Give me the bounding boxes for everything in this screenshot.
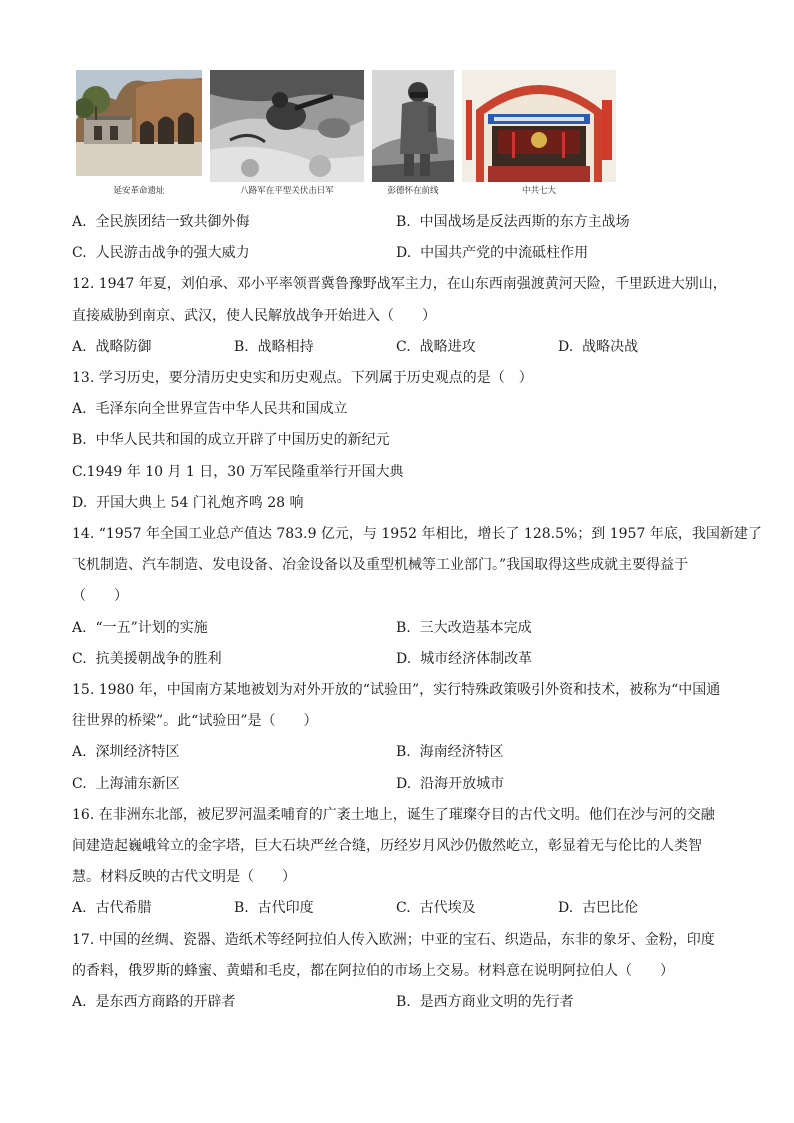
q16-option-d[interactable] — [558, 898, 638, 918]
photo-caption: 中共七大 — [521, 186, 556, 196]
q16-stem-line-3: 慧。材料反映的古代文明是（ ） — [72, 869, 296, 885]
option-text: 海南经济特区 — [419, 744, 504, 760]
option-text: 中国战场是反法西斯的东方主战场 — [419, 214, 630, 230]
option-text: 沿海开放城市 — [420, 776, 505, 792]
q13-option-c[interactable] — [72, 462, 404, 482]
q13-stem-line-1: 13. 学习历史，要分清历史史实和历史观点。下列属于历史观点的是（ ） — [72, 370, 533, 386]
option-letter: D. — [396, 245, 412, 261]
option-letter: A. — [72, 994, 87, 1010]
q12-option-a[interactable] — [72, 337, 151, 357]
option-text: 战略决战 — [582, 339, 639, 355]
photo-strip — [76, 70, 616, 196]
option-text: 古代希腊 — [95, 900, 152, 916]
option-text: 古代印度 — [257, 900, 314, 916]
option-letter: C. — [72, 651, 87, 667]
q14-stem-line-3: （ ） — [72, 588, 128, 604]
q15-stem-line-2: 往世界的桥梁”。此“试验田”是（ ） — [72, 713, 318, 729]
option-letter: C. — [72, 245, 87, 261]
option-letter: B. — [396, 744, 411, 760]
q17-option-b[interactable] — [396, 992, 574, 1012]
q13-option-b[interactable] — [72, 430, 390, 450]
peng-dehuai-binoculars-photo — [372, 70, 454, 182]
option-letter: C. — [72, 776, 87, 792]
q12-stem-line-2: 直接威胁到南京、武汉，使人民解放战争开始进入（ ） — [72, 308, 436, 324]
q14-stem-line-1: 14. “1957 年全国工业总产值达 783.9 亿元，与 1952 年相比，增长了 128.5%；到 1957 年底，我国新建了 — [72, 526, 762, 542]
q17-option-a[interactable] — [72, 992, 235, 1012]
q15-stem-line-1: 15. 1980 年，中国南方某地被划为对外开放的“试验田”，实行特殊政策吸引外资和技术，被称为“中国通 — [72, 682, 721, 698]
option-text: 毛泽东向全世界宣告中华人民共和国成立 — [95, 401, 348, 417]
q17-stem-line-2: 的香料，俄罗斯的蜂蜜、黄蜡和毛皮，都在阿拉伯的市场上交易。材料意在说明阿拉伯人（ ） — [72, 963, 674, 979]
q16-stem-line-1: 16. 在非洲东北部，被尼罗河温柔哺育的广袤土地上，诞生了璀璨夺目的古代文明。他们在沙与河的交融 — [72, 807, 715, 823]
option-letter: D. — [558, 900, 574, 916]
option-letter: B. — [234, 339, 249, 355]
q12-option-d[interactable] — [558, 337, 638, 357]
seventh-congress-stage-photo — [462, 70, 616, 182]
q11-option-d[interactable] — [396, 243, 588, 263]
option-letter: D. — [558, 339, 574, 355]
option-letter: A. — [72, 339, 87, 355]
yanan-cave-dwellings-photo — [76, 70, 202, 176]
q12-option-b[interactable] — [234, 337, 314, 357]
option-letter: B. — [396, 620, 411, 636]
q15-option-b[interactable] — [396, 742, 504, 762]
option-letter: D. — [396, 651, 412, 667]
option-letter: B. — [396, 994, 411, 1010]
option-text: 战略相持 — [257, 339, 314, 355]
q16-option-a[interactable] — [72, 898, 151, 918]
option-letter: A. — [72, 620, 87, 636]
option-letter: D. — [72, 495, 88, 511]
option-text: 上海浦东新区 — [95, 776, 180, 792]
option-letter: C. — [396, 900, 411, 916]
option-letter: B. — [396, 214, 411, 230]
photo-caption: 八路军在平型关伏击日军 — [240, 186, 334, 196]
q13-option-d[interactable] — [72, 493, 304, 513]
option-letter: A. — [72, 401, 87, 417]
option-text: 是西方商业文明的先行者 — [419, 994, 574, 1010]
q16-stem-line-2: 间建造起巍峨耸立的金字塔，巨大石块严丝合缝，历经岁月风沙仍傲然屹立，彰显着无与伦比的人类智 — [72, 838, 702, 854]
option-text: 战略进攻 — [419, 339, 476, 355]
option-letter: A. — [72, 900, 87, 916]
option-text: 抗美援朝战争的胜利 — [95, 651, 222, 667]
option-text: 全民族团结一致共御外侮 — [95, 214, 250, 230]
option-text: 战略防御 — [95, 339, 152, 355]
option-text: 中国共产党的中流砥柱作用 — [420, 245, 589, 261]
option-letter: B. — [234, 900, 249, 916]
q15-option-c[interactable] — [72, 774, 180, 794]
option-letter: D. — [396, 776, 412, 792]
photo-caption: 延安革命遗址 — [113, 186, 165, 196]
option-text: 开国大典上 54 门礼炮齐鸣 28 响 — [96, 495, 304, 511]
eighth-route-army-machine-gun-photo — [210, 70, 364, 182]
q11-option-c[interactable] — [72, 243, 250, 263]
q16-option-c[interactable] — [396, 898, 476, 918]
q14-option-b[interactable] — [396, 618, 532, 638]
option-letter: C. — [72, 464, 87, 480]
q14-stem-line-2: 飞机制造、汽车制造、发电设备、冶金设备以及重型机械等工业部门。”我国取得这些成就主要得益于 — [72, 557, 689, 573]
option-text: “一五”计划的实施 — [95, 620, 208, 636]
option-text: 三大改造基本完成 — [419, 620, 532, 636]
q12-option-c[interactable] — [396, 337, 476, 357]
option-text: 人民游击战争的强大威力 — [95, 245, 250, 261]
q17-stem-line-1: 17. 中国的丝绸、瓷器、造纸术等经阿拉伯人传入欧洲；中亚的宝石、织造品，东非的象牙、金粉，印度 — [72, 932, 715, 948]
option-text: 城市经济体制改革 — [420, 651, 533, 667]
option-letter: A. — [72, 214, 87, 230]
q14-option-c[interactable] — [72, 649, 222, 669]
q14-option-a[interactable] — [72, 618, 208, 638]
photo-caption: 彭德怀在前线 — [387, 186, 439, 196]
q15-option-d[interactable] — [396, 774, 504, 794]
q13-option-a[interactable] — [72, 399, 347, 419]
option-letter: C. — [396, 339, 411, 355]
option-text: 古代埃及 — [419, 900, 476, 916]
q12-stem-line-1: 12. 1947 年夏，刘伯承、邓小平率领晋冀鲁豫野战军主力，在山东西南强渡黄河天险，千里跃进大别山， — [72, 276, 727, 292]
q11-option-b[interactable] — [396, 212, 630, 232]
q14-option-d[interactable] — [396, 649, 532, 669]
option-letter: A. — [72, 744, 87, 760]
option-letter: B. — [72, 432, 87, 448]
q11-option-a[interactable] — [72, 212, 249, 232]
option-text: 深圳经济特区 — [95, 744, 180, 760]
option-text: 中华人民共和国的成立开辟了中国历史的新纪元 — [95, 432, 390, 448]
option-text: 1949 年 10 月 1 日，30 万军民隆重举行开国大典 — [86, 464, 404, 480]
option-text: 是东西方商路的开辟者 — [95, 994, 236, 1010]
option-text: 古巴比伦 — [582, 900, 639, 916]
q15-option-a[interactable] — [72, 742, 179, 762]
q16-option-b[interactable] — [234, 898, 314, 918]
